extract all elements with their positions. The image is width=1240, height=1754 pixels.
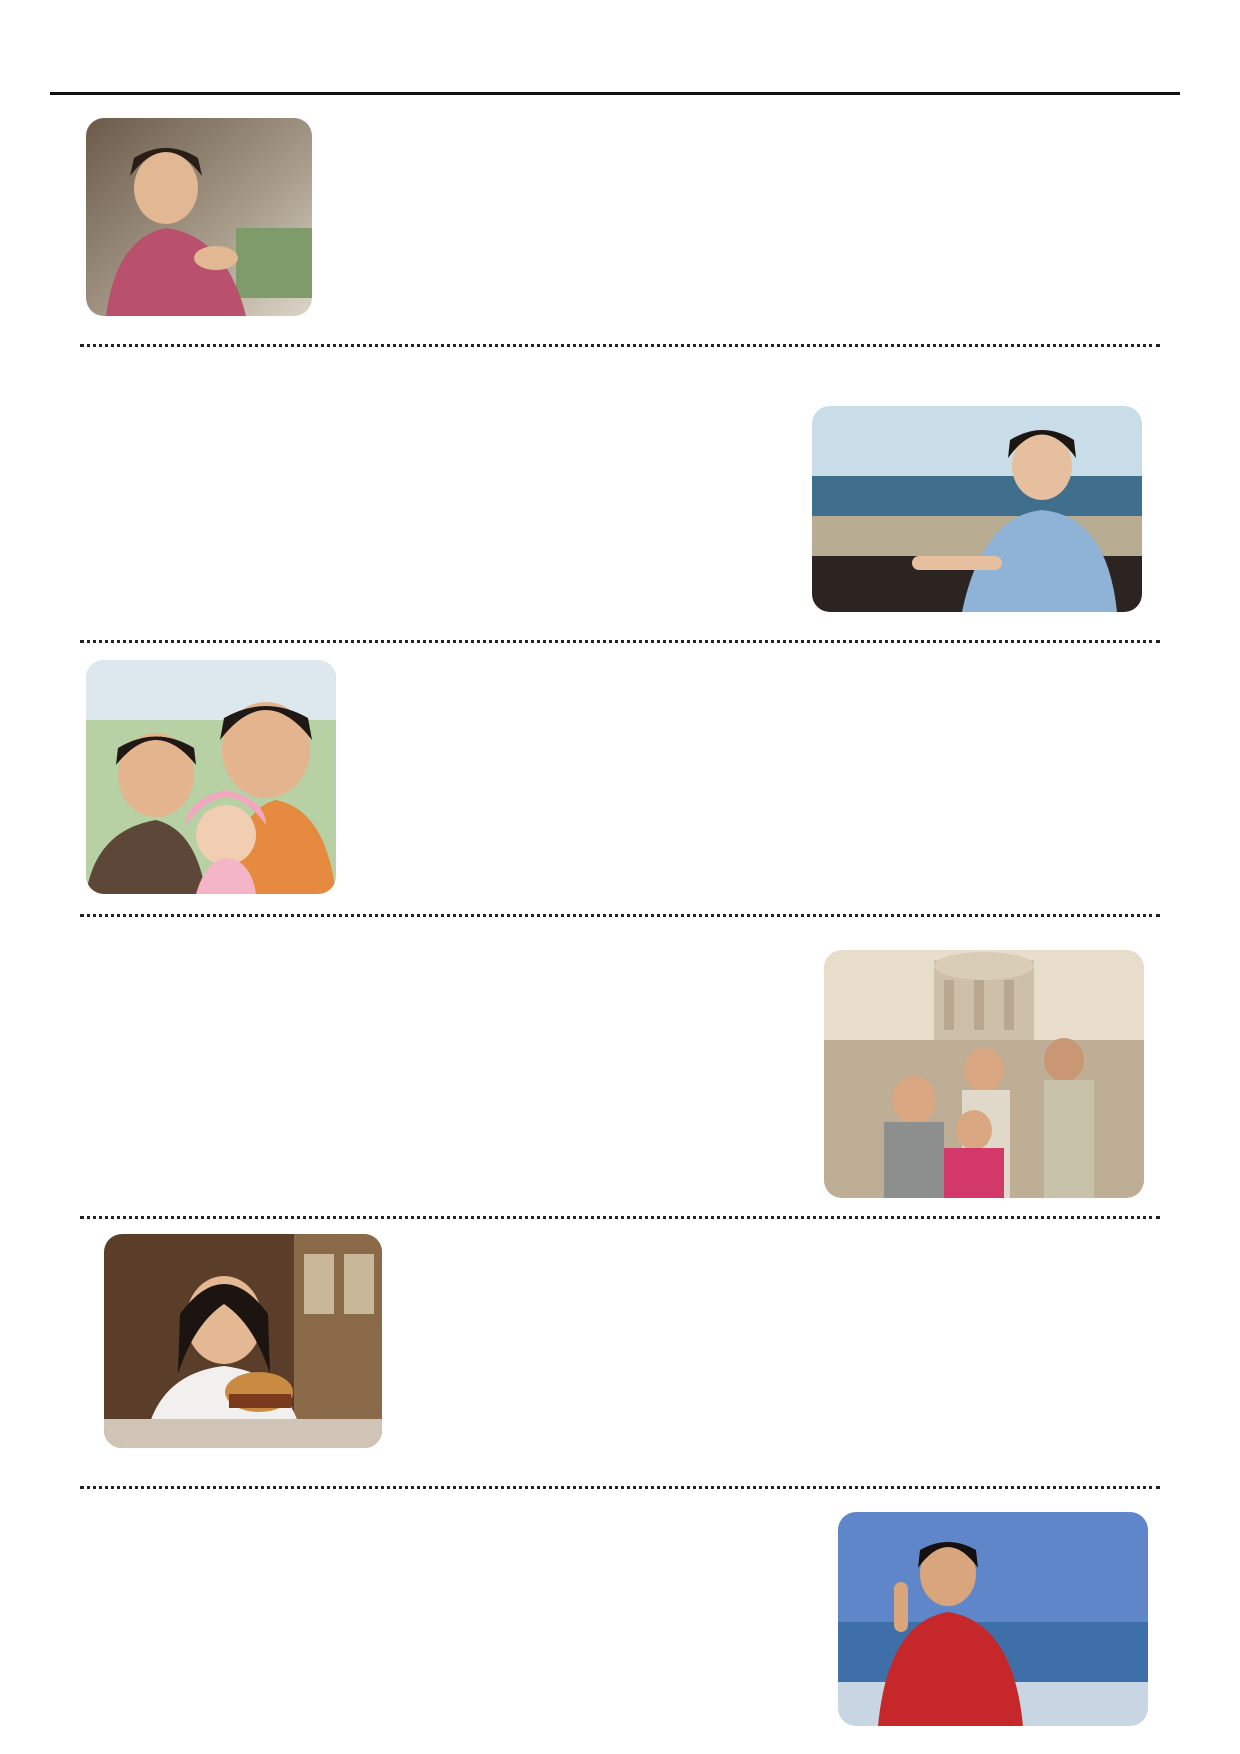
photo-yushan [838, 1512, 1148, 1726]
photo-family-jianhong [86, 660, 336, 894]
photo-family-yuee [824, 950, 1144, 1198]
staff-names-yuee-family [104, 944, 204, 1134]
divider [80, 344, 1160, 347]
staff-names-jianhong-family [348, 672, 448, 872]
divider [80, 1216, 1160, 1219]
photo-fengyi [86, 118, 312, 316]
photo-yifang [812, 406, 1142, 612]
divider [80, 640, 1160, 643]
divider [80, 914, 1160, 917]
divider [80, 1486, 1160, 1489]
title-underline [50, 92, 1180, 95]
photo-zhuhui [104, 1234, 382, 1448]
